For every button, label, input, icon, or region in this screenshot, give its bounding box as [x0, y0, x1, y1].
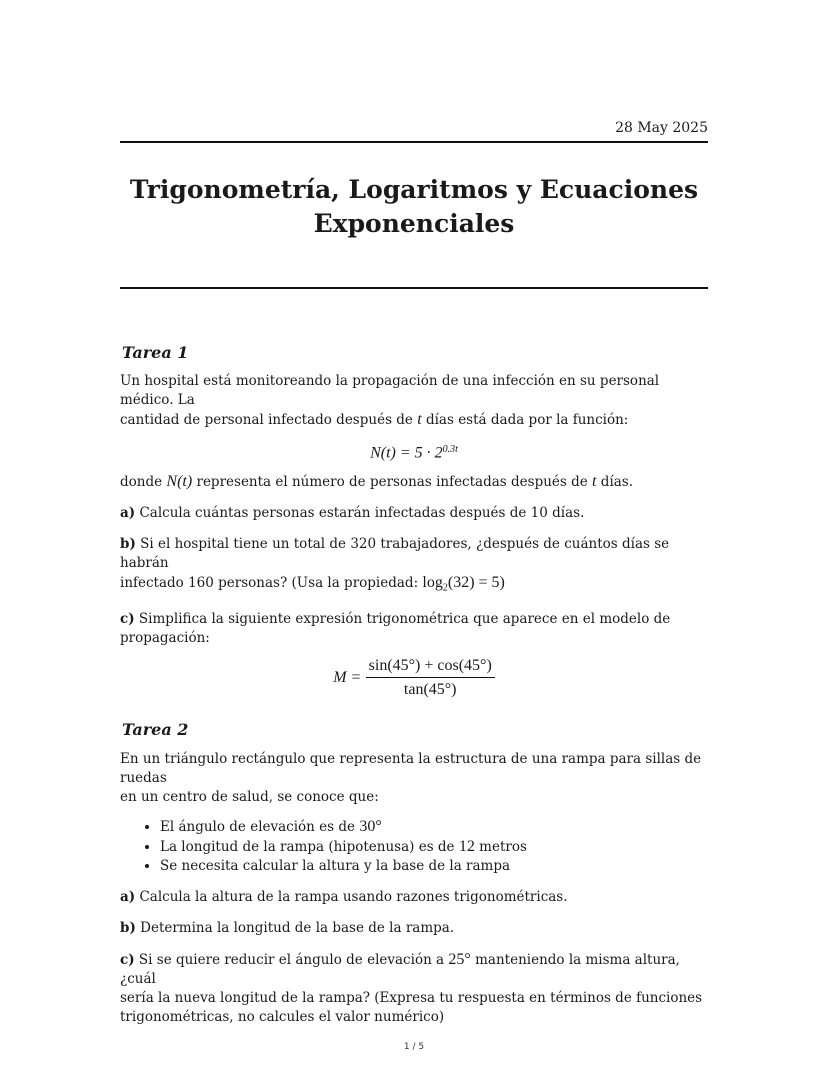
formula-n-main: N(t) = 5 · 2: [370, 444, 443, 462]
variable-t-2: t: [592, 473, 597, 490]
log-base: 2: [442, 582, 448, 594]
variable-n-of-t: N(t): [166, 473, 193, 490]
page-number: 1 / 5: [403, 1042, 425, 1052]
task-2-section: [120, 720, 708, 1027]
task-1-question-a: [120, 504, 708, 523]
bullet-2-text-a: La longitud de la rampa (hipotenusa) es de: [160, 839, 455, 855]
question-c-label: c): [120, 610, 135, 627]
question-a-label: a): [120, 889, 136, 905]
bullet-1-text: El ángulo de elevación es de: [160, 819, 356, 835]
question-b-label: b): [120, 536, 136, 552]
title-line-2: Exponenciales: [313, 209, 515, 238]
list-item: [160, 837, 708, 857]
title-rule: [120, 287, 708, 289]
log-function: log: [422, 574, 443, 591]
question-b-line-2: infectado 160 personas? (Usa la propiedad:: [120, 575, 419, 591]
title-line-1: Trigonometría, Logaritmos y Ecuaciones: [129, 175, 699, 204]
task-2-intro-line-1: En un triángulo rectángulo que representa la estructura de una rampa para sillas de ruedas: [120, 751, 702, 786]
task-1-where: [120, 472, 708, 492]
question-c-line-2: sería la nueva longitud de la rampa? (Expresa tu respuesta en términos de funciones: [120, 990, 703, 1006]
question-c-line-3: trigonométricas, no calcules el valor numérico): [120, 1009, 445, 1025]
question-c-angle: 25°: [448, 951, 471, 968]
task-2-intro: [120, 750, 708, 807]
where-text-a: donde: [120, 474, 163, 490]
formula-n-exponent: 0.3t: [442, 444, 458, 455]
task-1-intro: [120, 372, 708, 430]
question-c-line-1a: Si se quiere reducir el ángulo de elevación a: [138, 952, 445, 968]
task-2-question-a: [120, 888, 708, 907]
task-2-question-b: [120, 919, 708, 938]
formula-n-of-t: [120, 440, 708, 466]
header-rule: [120, 141, 708, 143]
document-title: [120, 173, 708, 241]
task-2-title: Tarea 2: [122, 720, 189, 739]
formula-m-numerator: sin(45°) + cos(45°): [366, 656, 495, 678]
list-item: [160, 817, 708, 837]
question-c-label: c): [120, 952, 135, 968]
task-1-title: Tarea 1: [122, 343, 189, 362]
formula-m-denominator: tan(45°): [403, 680, 457, 698]
task-1-intro-line-2b: días está dada por la función:: [425, 412, 629, 428]
bullet-1-angle: 30°: [359, 818, 382, 835]
question-c-line-1: Simplifica la siguiente expresión trigonométrica que aparece en el modelo de: [138, 610, 671, 627]
log-argument: (32) = 5): [447, 574, 505, 591]
task-1-intro-line-2a: cantidad de personal infectado después de: [120, 412, 413, 428]
task-1-question-c: [120, 610, 708, 648]
question-a-text: Calcula la altura de la rampa usando razones trigonométricas.: [139, 889, 568, 905]
where-text-b: representa el número de personas infectadas después de: [196, 474, 588, 490]
question-b-line-1: Si el hospital tiene un total de 320 trabajadores, ¿después de cuántos días se habrán: [120, 536, 670, 571]
formula-m-fraction: [366, 656, 495, 699]
task-2-intro-line-2: en un centro de salud, se conoce que:: [120, 789, 379, 805]
task-1-section: [120, 343, 708, 699]
task-2-question-c: [120, 950, 708, 1027]
bullet-3-text: Se necesita calcular la altura y la base de la rampa: [160, 858, 511, 874]
variable-t: t: [417, 411, 422, 428]
bullet-2-value: 12: [458, 838, 475, 855]
question-c-line-1b: manteniendo la misma altura, ¿cuál: [120, 952, 680, 987]
task-1-intro-line-1: Un hospital está monitoreando la propagación de una infección en su personal médico. La: [120, 373, 660, 408]
task-1-question-b: [120, 535, 708, 598]
question-b-text: Determina la longitud de la base de la rampa.: [140, 920, 455, 936]
question-a-text: Calcula cuántas personas estarán infectadas después de 10 días.: [139, 505, 585, 521]
formula-m-lhs: M =: [333, 668, 362, 686]
where-text-c: días.: [600, 474, 634, 490]
question-c-line-2: propagación:: [120, 629, 210, 646]
task-2-bullet-list: [120, 817, 708, 876]
bullet-2-text-b: metros: [479, 839, 527, 855]
question-b-label: b): [120, 920, 136, 936]
document-date: 28 May 2025: [615, 120, 708, 136]
formula-m: [120, 656, 708, 699]
list-item: [160, 857, 708, 876]
question-a-label: a): [120, 505, 136, 521]
